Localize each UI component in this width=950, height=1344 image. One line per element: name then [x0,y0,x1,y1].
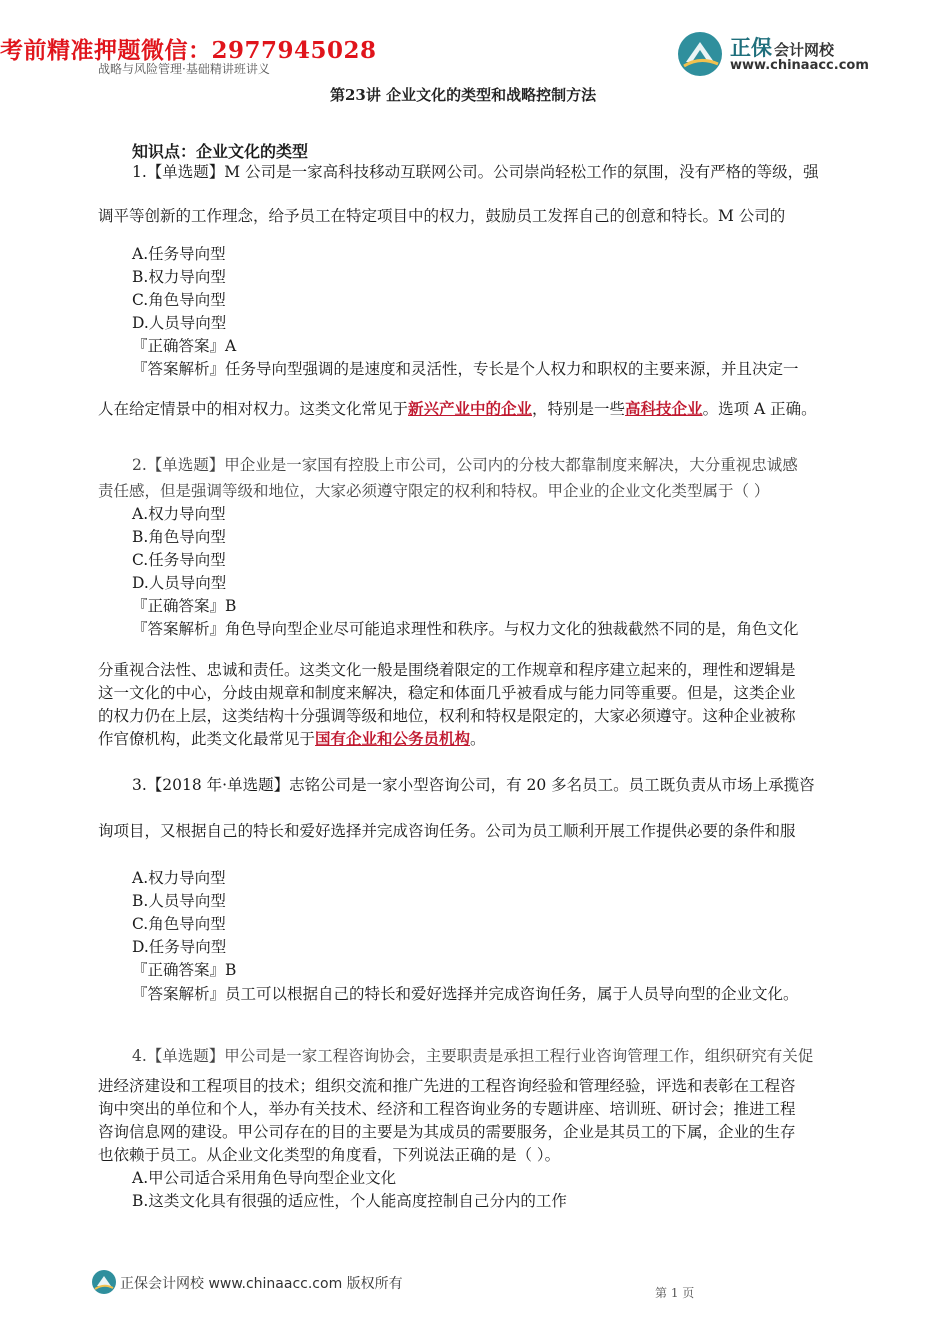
q1-analysis-line2 [98,399,817,419]
q1-option-b: B.权力导向型 [132,268,226,286]
q4-option-a: A.甲公司适合采用角色导向型企业文化 [132,1169,397,1187]
footer-copyright: 正保会计网校 www.chinaacc.com 版权所有 [120,1276,403,1292]
q1-analysis-text-c: 。选项 A 正确。 [702,400,817,418]
q2-option-a: A.权力导向型 [132,505,226,523]
q1-stem-line1: 1.【单选题】M 公司是一家高科技移动互联网公司。公司崇尚轻松工作的氛围，没有严格的等级，强 [132,163,819,181]
q2-option-d: D.人员导向型 [132,574,227,592]
q1-analysis-text-b: ，特别是一些 [532,400,626,418]
q2-analysis-line2: 分重视合法性、忠诚和责任。这类文化一般是围绕着限定的工作规章和程序建立起来的，理性和逻辑是 [98,661,796,679]
logo-url: www.chinaacc.com [730,58,869,73]
q3-stem-line1: 3.【2018 年·单选题】志铭公司是一家小型咨询公司，有 20 多名员工。员工既负责从市场上承揽咨 [132,776,815,794]
q3-answer: 『正确答案』B [132,961,237,979]
q3-option-d: D.任务导向型 [132,938,227,956]
q2-analysis-text-a: 作官僚机构，此类文化最常见于 [98,730,316,748]
q3-option-b: B.人员导向型 [132,892,226,910]
q1-highlight-emerging: 新兴产业中的企业 [408,399,533,418]
q1-analysis-line1: 『答案解析』任务导向型强调的是速度和灵活性，专长是个人权力和职权的主要来源，并且决定一 [132,360,799,378]
q2-stem-cut2: 责任感，但是强调等级和地位，大家必须遵守限定的权利和特权。甲企业的企业文化类型属于（ ） [98,482,770,500]
q2-analysis-line5 [98,729,486,749]
q2-option-c: C.任务导向型 [132,551,226,569]
q2-stem-cut1: 2.【单选题】甲企业是一家国有控股上市公司，公司内的分枝大都靠制度来解决，大分重视忠诚感 [132,456,798,474]
q3-option-c: C.角色导向型 [132,915,226,933]
q4-stem-line4: 咨询信息网的建设。甲公司存在的目的主要是为其成员的需要服务，企业是其员工的下属，企业的生存 [98,1123,796,1141]
q1-answer: 『正确答案』A [132,337,237,355]
q1-highlight-hightech: 高科技企业 [625,399,703,418]
logo-brand-main: 正保 [730,36,772,60]
q1-analysis-text-a: 人在给定情景中的相对权力。这类文化常见于 [98,400,409,418]
q2-analysis-line3: 这一文化的中心，分歧由规章和制度来解决，稳定和体面几乎被看成与能力同等重要。但是，这类企业 [98,684,796,702]
q2-highlight-soe: 国有企业和公务员机构 [315,729,471,748]
q4-option-b: B.这类文化具有很强的适应性，个人能高度控制自己分内的工作 [132,1192,567,1210]
promo-banner: 考前精准押题微信：2977945028 [0,37,377,64]
logo-brand-suffix: 会计网校 [774,41,835,59]
brand-logo[interactable] [678,30,869,78]
q1-option-c: C.角色导向型 [132,291,226,309]
q3-option-a: A.权力导向型 [132,869,226,887]
q4-stem-line2: 进经济建设和工程项目的技术；组织交流和推广先进的工程咨询经验和管理经验，评选和表彰在工程咨 [98,1077,796,1095]
q1-stem-line2: 调平等创新的工作理念，给予员工在特定项目中的权力，鼓励员工发挥自己的创意和特长。M 公司的 [98,207,786,225]
lesson-title: 第23讲 企业文化的类型和战略控制方法 [330,86,597,104]
q1-option-a: A.任务导向型 [132,245,226,263]
logo-icon [678,32,722,76]
q2-analysis-line1: 『答案解析』角色导向型企业尽可能追求理性和秩序。与权力文化的独裁截然不同的是，角色文化 [132,620,799,638]
q2-answer: 『正确答案』B [132,597,237,615]
q1-option-d: D.人员导向型 [132,314,227,332]
footer-logo-icon [92,1270,116,1294]
q4-stem-cut: 4.【单选题】甲公司是一家工程咨询协会，主要职责是承担工程行业咨询管理工作，组织研究有关促 [132,1047,814,1065]
q3-stem-line2: 询项目，又根据自己的特长和爱好选择并完成咨询任务。公司为员工顺利开展工作提供必要的条件和服 [98,822,796,840]
q4-stem-line3: 询中突出的单位和个人，举办有关技术、经济和工程咨询业务的专题讲座、培训班、研讨会；推进工程 [98,1100,796,1118]
q4-stem-line5: 也依赖于员工。从企业文化类型的角度看，下列说法正确的是（ ）。 [98,1146,561,1164]
page-number: 第 1 页 [655,1286,695,1300]
q2-option-b: B.角色导向型 [132,528,226,546]
header-subtitle: 战略与风险管理·基础精讲班讲义 [98,62,270,76]
q2-analysis-text-b: 。 [470,730,486,748]
section-heading: 知识点：企业文化的类型 [132,142,309,161]
q3-analysis: 『答案解析』员工可以根据自己的特长和爱好选择并完成咨询任务，属于人员导向型的企业文化。 [132,985,799,1003]
q2-analysis-line4: 的权力仍在上层，这类结构十分强调等级和地位，权利和特权是限定的，大家必须遵守。这种企业被称 [98,707,796,725]
